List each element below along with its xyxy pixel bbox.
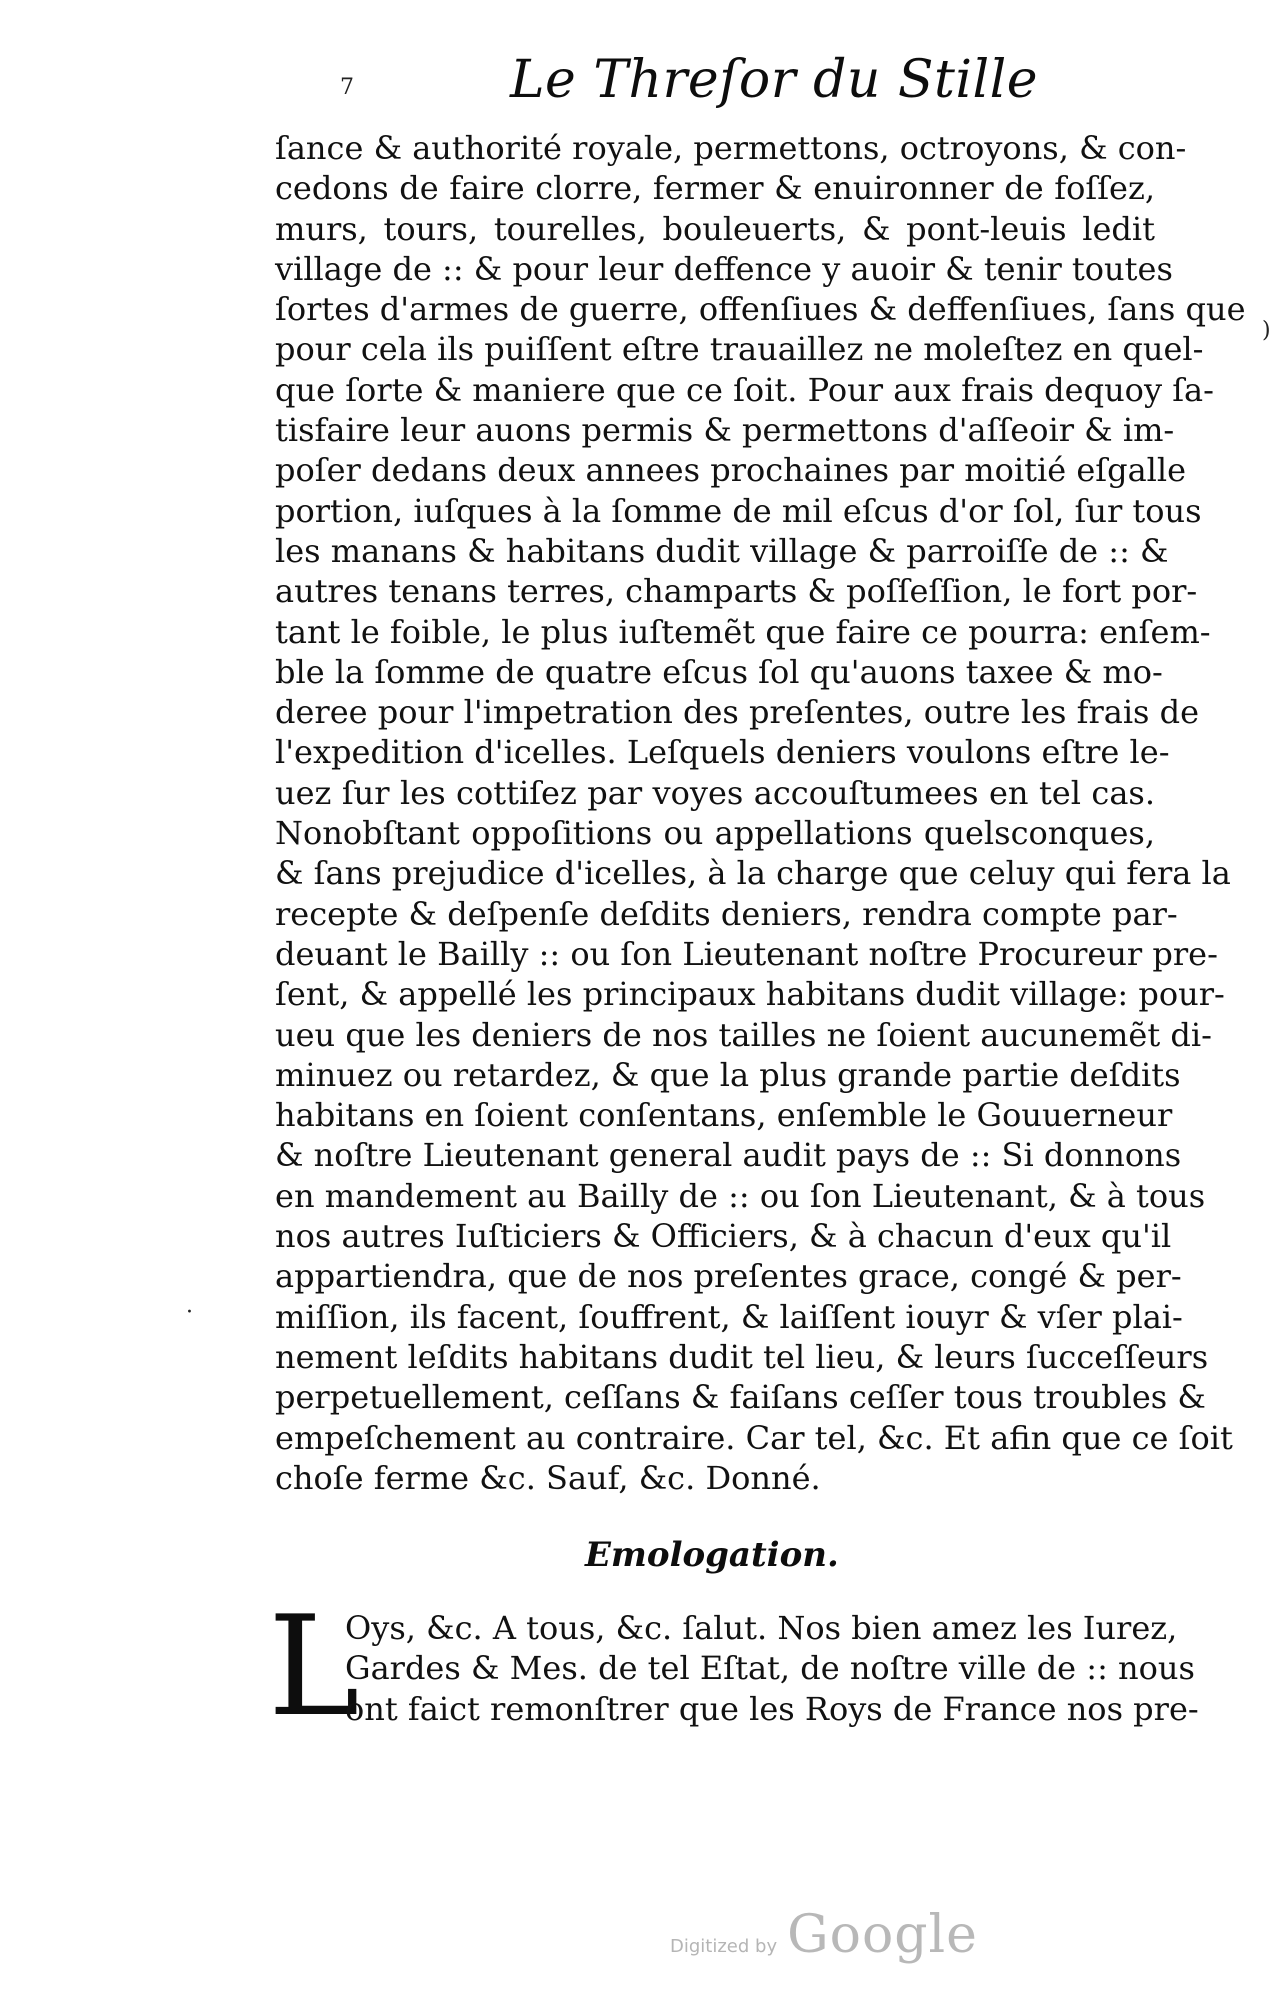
- text-line: ueu que les deniers de nos tailles ne ſoient aucunemẽt di-: [275, 1015, 1212, 1054]
- text-line: ble la ſomme de quatre eſcus ſol qu'auons taxee & mo-: [275, 652, 1163, 691]
- text-line: Nonobſtant oppoſitions ou appellations quelsconques,: [275, 814, 1155, 853]
- text-line: nos autres Iuſticiers & Officiers, & à chacun d'eux qu'il: [275, 1217, 1172, 1256]
- text-line: portion, iuſques à la ſomme de mil eſcus d'or ſol, ſur tous: [275, 491, 1202, 530]
- text-line: deuant le Bailly :: ou ſon Lieutenant noſtre Procureur pre-: [275, 934, 1218, 973]
- text-line: perpetuellement, ceſſans & faiſans ceſſer tous troubles &: [275, 1378, 1206, 1417]
- text-line: que ſorte & maniere que ce ſoit. Pour aux frais dequoy ſa-: [275, 370, 1214, 409]
- page-number: 7: [340, 75, 354, 100]
- text-line: pour cela ils puiſſent eſtre trauaillez ne moleſtez en quel-: [275, 330, 1204, 369]
- text-line: autres tenans terres, champarts & poſſeſſion, le fort por-: [275, 572, 1198, 611]
- text-line: deree pour l'impetration des preſentes, outre les frais de: [275, 693, 1200, 732]
- text-line: nement leſdits habitans dudit tel lieu, & leurs ſucceſſeurs: [275, 1337, 1209, 1376]
- section-heading: Emologation.: [585, 1535, 839, 1575]
- text-line: en mandement au Bailly de :: ou ſon Lieutenant, & à tous: [275, 1176, 1206, 1215]
- text-line: habitans en ſoient conſentans, enſemble le Gouuerneur: [275, 1096, 1173, 1135]
- running-title: Le Threſor du Stille: [510, 50, 1039, 110]
- text-line: uez ſur les cottiſez par voyes accouſtumees en tel cas.: [275, 773, 1155, 812]
- text-line: les manans & habitans dudit village & parroiſſe de :: &: [275, 531, 1169, 570]
- text-line: village de :: & pour leur deffence y auoir & tenir toutes: [275, 249, 1173, 288]
- text-line: & noſtre Lieutenant general audit pays de :: Si donnons: [275, 1136, 1182, 1175]
- text-line: tisfaire leur auons permis & permettons d'aſſeoir & im-: [275, 411, 1175, 450]
- drop-cap: L: [268, 1586, 360, 1747]
- text-line: miſſion, ils facent, ſouffrent, & laiſſent iouyr & vſer plai-: [275, 1297, 1183, 1336]
- text-line: choſe ferme &c. Sauf, &c. Donné.: [275, 1458, 821, 1497]
- text-line: l'expedition d'icelles. Leſquels deniers voulons eſtre le-: [275, 733, 1170, 772]
- section-text-block: [345, 1608, 1199, 1729]
- text-line: & ſans prejudice d'icelles, à la charge que celuy qui fera la: [275, 854, 1231, 893]
- text-line: poſer dedans deux annees prochaines par moitié eſgalle: [275, 451, 1187, 490]
- text-line: recepte & deſpenſe deſdits deniers, rendra compte par-: [275, 894, 1178, 933]
- main-text-block: [275, 128, 1246, 1498]
- text-line: minuez ou retardez, & que la plus grande partie deſdits: [275, 1055, 1181, 1094]
- text-line: empeſchement au contraire. Car tel, &c. Et afin que ce ſoit: [275, 1418, 1233, 1457]
- text-line: Gardes & Mes. de tel Eſtat, de noſtre ville de :: nous: [345, 1649, 1195, 1688]
- text-line: cedons de faire clorre, fermer & enuironner de foſſez,: [275, 169, 1155, 208]
- text-line: ſortes d'armes de guerre, offenſiues & deffenſiues, ſans que: [275, 290, 1246, 329]
- digitized-watermark: [670, 1905, 978, 1965]
- margin-mark: ): [1262, 318, 1271, 343]
- watermark-prefix: Digitized by: [670, 1936, 778, 1957]
- text-line: ſent, & appellé les principaux habitans dudit village: pour-: [275, 975, 1225, 1014]
- watermark-brand: Google: [787, 1905, 978, 1965]
- text-line: murs, tours, tourelles, bouleuerts, & pont-leuis ledit: [275, 209, 1155, 248]
- text-line: ſance & authorité royale, permettons, octroyons, & con-: [275, 129, 1187, 167]
- text-line: ont faict remonſtrer que les Roys de France nos pre-: [345, 1689, 1199, 1728]
- text-line: tant le foible, le plus iuſtemẽt que faire ce pourra: enſem-: [275, 612, 1211, 651]
- text-line: appartiendra, que de nos preſentes grace, congé & per-: [275, 1257, 1182, 1296]
- text-line: Oys, &c. A tous, &c. ſalut. Nos bien amez les Iurez,: [345, 1609, 1178, 1647]
- margin-mark: ·: [186, 1300, 193, 1325]
